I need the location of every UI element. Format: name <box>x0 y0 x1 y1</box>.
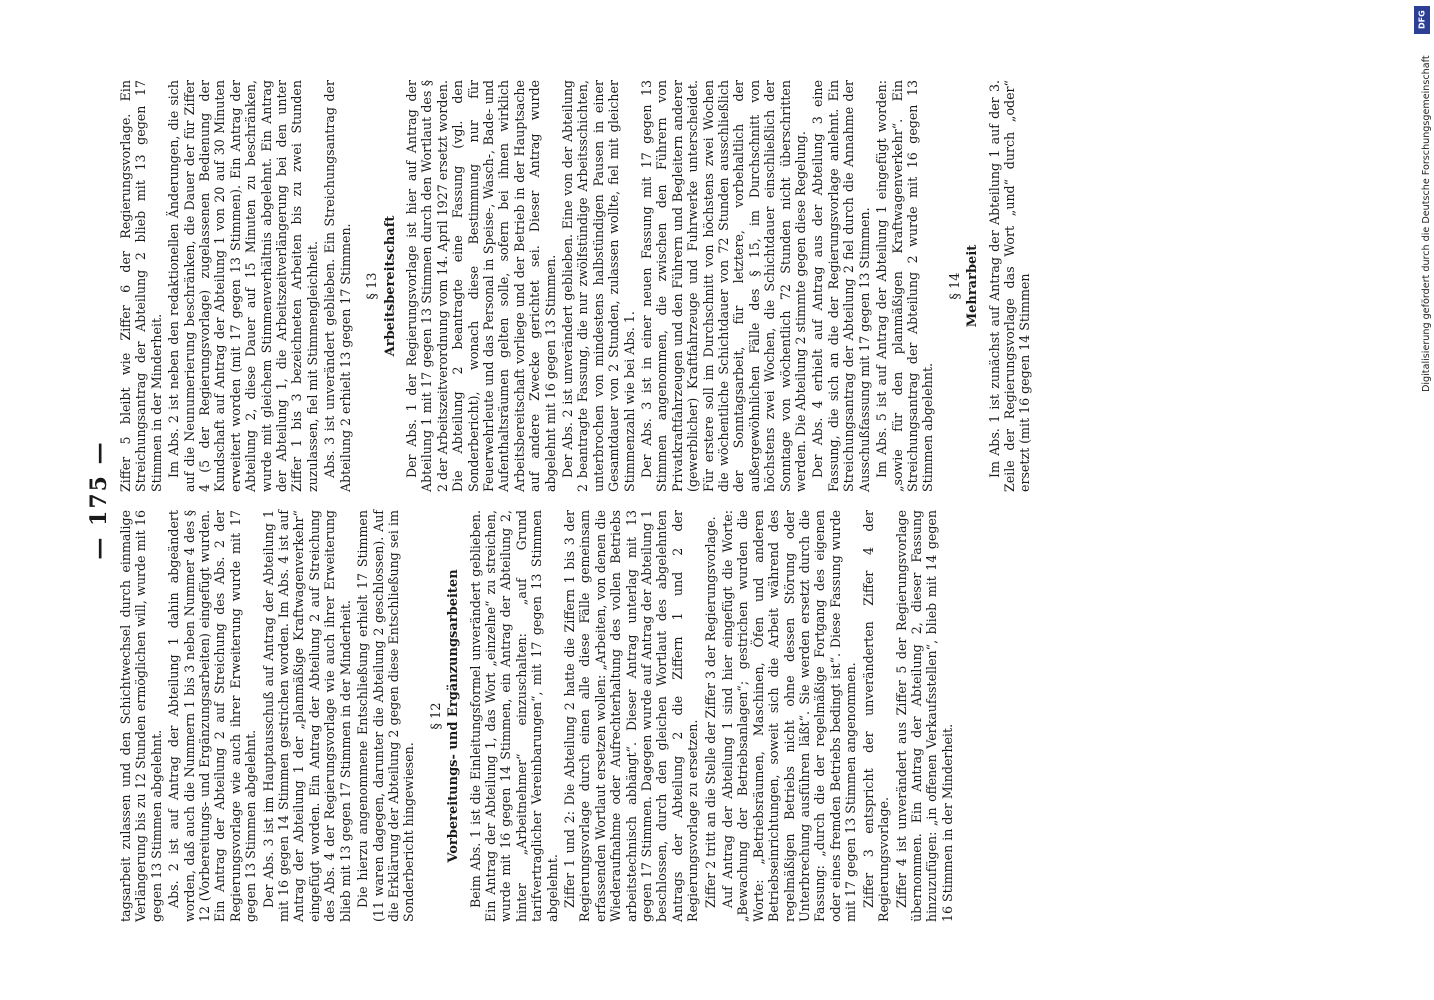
paragraph: Abs. 3 ist unverändert geblieben. Ein Streichungsantrag der Abteilung 2 erhielt 13 gegen 17 Stimmen. <box>322 80 353 492</box>
page-number: — 175 — <box>86 440 112 560</box>
paragraph: Der Abs. 3 ist im Hauptausschuß auf Antrag der Abteilung 1 mit 16 gegen 14 Stimmen gestrichen worden. Im Abs. 4 ist auf Antrag der Abteilung 1 der „planmäßige Kraftwagenverkehr“ eingefügt worden. Ein Antrag der Abteilung 2 auf Streichung des Abs. 4 der Regierungsvorlage wie auch ihrer Erweiterung blieb mit 13 gegen 17 Stimmen in der Minderheit. <box>260 510 353 922</box>
paragraph: Ziffer 5 bleibt wie Ziffer 6 der Regierungsvorlage. Ein Streichungsantrag der Abteilung 2 blieb mit 13 gegen 17 Stimmen in der Minderheit. <box>118 80 164 492</box>
section-number: § 14 <box>947 272 963 300</box>
funding-text: Digitalisierung gefördert durch die Deutsche Forschungsgemeinschaft <box>1421 55 1432 392</box>
paragraph: Die hierzu angenommene Entschließung erhielt 17 Stimmen (11 waren dagegen, darunter die Abteilung 2 geschlossen). Auf die Erklärung der Abteilung 2 gegen diese Entschließung sei im Sonderbericht hingewiesen. <box>355 510 417 922</box>
funding-note <box>1413 0 1433 1000</box>
right-column <box>118 80 1035 492</box>
section-title: Arbeitsbereitschaft <box>382 215 398 357</box>
paragraph: Der Abs. 3 ist in einer neuen Fassung mit 17 gegen 13 Stimmen angenommen, die zwischen den Führern von Privatkraftfahrzeugen und den Führern und Begleitern anderer (gewerblicher) Kraftfahrzeuge und Fuhrwerke unterscheidet. Für erstere soll im Durchschnitt von höchstens zwei Wochen die wöchentliche Schichtdauer von 72 Stunden ausschließlich der Sonntagsarbeit, für letztere, vorbehaltlich der außergewöhnlichen Fälle des § 15, im Durchschnitt von höchstens zwei Wochen, die Schichtdauer einschließlich der Sonntage von wöchentlich 72 Stunden nicht überschritten werden. Die Abteilung 2 stimmte gegen diese Regelung. <box>639 80 809 492</box>
paragraph: Ziffer 2 tritt an die Stelle der Ziffer 3 der Regierungsvorlage. <box>702 516 718 908</box>
paragraph: Im Abs. 2 ist neben den redaktionellen Änderungen, die sich auf die Neunumerierung beschränken, die Dauer der für Ziffer 4 (5 der Regierungsvorlage) zugelassenen Bedienung der Kundschaft auf Antrag der Abteilung 1 von 20 auf 30 Minuten erweitert worden (mit 17 gegen 13 Stimmen). Ein Antrag der Abteilung 2, diese Dauer auf 15 Minuten zu beschränken, wurde mit gleichem Stimmenverhältnis abgelehnt. Ein Antrag der Abteilung 1, die Arbeitszeitverlängerung bei den unter Ziffer 1 bis 3 bezeichneten Arbeiten bis zu zwei Stunden zuzulassen, fiel mit Stimmengleichheit. <box>166 80 320 492</box>
paragraph: Im Abs. 1 ist zunächst auf Antrag der Abteilung 1 auf der 3. Zeile der Regierungsvorlage das Wort „und“ durch „oder“ ersetzt (mit 16 gegen 14 Stimmen <box>986 80 1033 492</box>
paragraph: Der Abs. 2 ist unverändert geblieben. Eine von der Abteilung 2 beantragte Fassung, die nur zwölfstündige Arbeitsschichten, unterbrochen von mindestens halbstündigen Pausen in einer Gesamtdauer von 2 Stunden, zulassen wollte, fiel mit gleicher Stimmenzahl wie bei Abs. 1. <box>559 80 637 492</box>
paragraph: tagsarbeit zulassen und den Schichtwechsel durch einmalige Verlängerung bis zu 12 Stunden ermöglichen will, wurde mit 16 gegen 13 Stimmen abgelehnt. <box>118 510 164 922</box>
paragraph: Der Abs. 1 der Regierungsvorlage ist hier auf Antrag der Abteilung 1 mit 17 gegen 13 Stimmen durch den Wortlaut des § 2 der Arbeitszeitverordnung vom 14. April 1927 ersetzt worden. Die Abteilung 2 beantragte eine Fassung (vgl. den Sonderbericht), wonach diese Bestimmung nur für Feuerwehrleute und das Personal in Speise-, Wasch-, Bade- und Aufenthaltsräumen gelten solle, sofern bei ihnen wirklich Arbeitsbereitschaft vorliege und der Betrieb in der Hauptsache auf andere Zwecke gerichtet sei. Dieser Antrag wurde abgelehnt mit 16 gegen 13 Stimmen. <box>403 80 558 492</box>
paragraph: Beim Abs. 1 ist die Einleitungsformel unverändert geblieben. Ein Antrag der Abteilung 1, das Wort „einzelne“ zu streichen, wurde mit 16 gegen 14 Stimmen, ein Antrag der Abteilung 2, hinter „Arbeitnehmer“ einzuschalten: „auf Grund tarifvertraglicher Vereinbarungen“, mit 17 gegen 13 Stimmen abgelehnt. <box>467 510 560 922</box>
paragraph: Der Abs. 4 erhielt auf Antrag aus der Abteilung 3 eine Fassung, die sich an die der Regierungsvorlage anlehnt. Ein Streichungsantrag der Abteilung 2 fiel durch die Annahme der Ausschußfassung mit 17 gegen 13 Stimmen. <box>810 80 872 492</box>
paragraph: Abs. 2 ist auf Antrag der Abteilung 1 dahin abgeändert worden, daß auch die Nummern 1 bis 3 neben Nummer 4 des § 12 (Vorbereitungs- und Ergänzungsarbeiten) eingefügt wurden. Ein Antrag der Abteilung 2 auf Streichung des Abs. 2 der Regierungsvorlage wie auch ihrer Erweiterung wurde mit 17 gegen 13 Stimmen abgelehnt. <box>166 510 259 922</box>
section-title: Mehrarbeit <box>965 244 981 328</box>
section-title: Vorbereitungs- und Ergänzungsarbeiten <box>446 569 462 863</box>
section-number: § 13 <box>365 272 381 300</box>
paragraph: Ziffer 4 ist unverändert aus Ziffer 5 der Regierungsvorlage übernommen. Ein Antrag der Abteilung 2, dieser Fassung hinzuzufügen: „in offenen Verkaufsstellen“, blieb mit 14 gegen 16 Stimmen in der Minderheit. <box>893 510 955 922</box>
paragraph: Ziffer 1 und 2: Die Abteilung 2 hatte die Ziffern 1 bis 3 der Regierungsvorlage durch einen alle diese Fälle gemeinsam erfassenden Wortlaut ersetzen wollen: „Arbeiten, von denen die Wiederaufnahme oder Aufrechterhaltung des vollen Betriebs arbeitstechnisch abhängt“. Dieser Antrag unterlag mit 13 gegen 17 Stimmen. Dagegen wurde auf Antrag der Abteilung 1 beschlossen, durch den gleichen Wortlaut des abgelehnten Antrags der Abteilung 2 die Ziffern 1 und 2 der Regierungsvorlage zu ersetzen. <box>561 510 701 922</box>
dfg-logo: DFG <box>1414 6 1430 34</box>
section-number: § 12 <box>428 702 444 730</box>
paragraph: Ziffer 3 entspricht der unveränderten Ziffer 4 der Regierungsvorlage. <box>860 510 892 922</box>
paragraph: Auf Antrag der Abteilung 1 sind hier eingefügt die Worte: „Bewachung der Betriebsanlagen“; gestrichen wurden die Worte: „Betriebsräumen, Maschinen, Öfen und anderen Betriebseinrichtungen, soweit sich die Arbeit während des regelmäßigen Betriebs nicht ohne dessen Störung oder Unterbrechung ausführen läßt“. Sie werden ersetzt durch die Fassung: „durch die der regelmäßige Fortgang des eigenen oder eines fremden Betriebs bedingt ist“. Diese Fassung wurde mit 17 gegen 13 Stimmen angenommen. <box>720 510 859 922</box>
paragraph: Im Abs. 5 ist auf Antrag der Abteilung 1 eingefügt worden: „sowie für den planmäßigen Kraftwagenverkehr“. Ein Streichungsantrag der Abteilung 2 wurde mit 16 gegen 13 Stimmen abgelehnt. <box>874 80 936 492</box>
left-column <box>118 510 957 922</box>
